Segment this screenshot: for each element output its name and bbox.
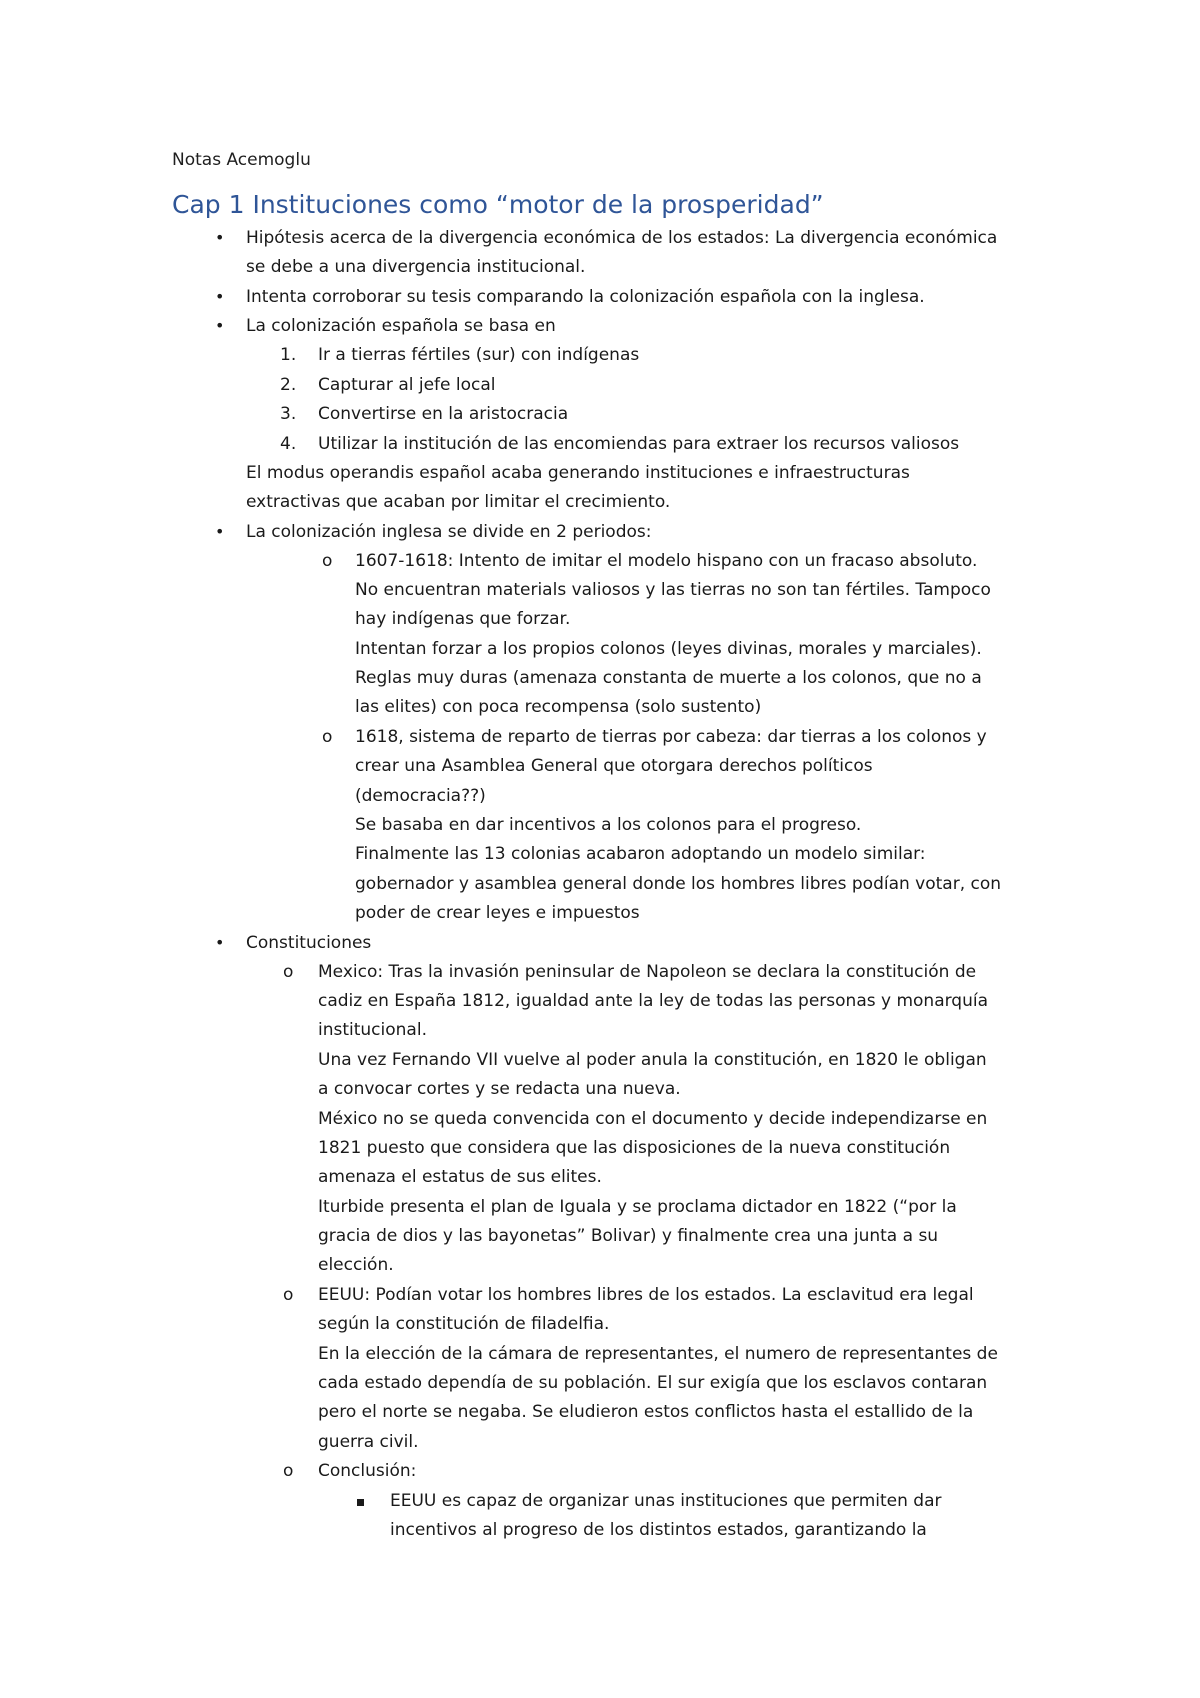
text-line: La colonización española se basa en [246,316,556,336]
text-line: En la elección de la cámara de representantes, el numero de representantes de [318,1344,998,1364]
text-line: a convocar cortes y se redacta una nueva. [318,1079,681,1099]
text-line: institucional. [318,1020,427,1040]
circle-bullet-marker: o [283,1461,294,1481]
circle-bullet-marker: o [283,1285,294,1305]
list-number: 3. [280,404,297,424]
text-line: EEUU: Podían votar los hombres libres de los estados. La esclavitud era legal [318,1285,974,1305]
text-line: Capturar al jefe local [318,375,496,395]
bullet-marker: • [215,522,225,541]
text-line: extractivas que acaban por limitar el crecimiento. [246,492,671,512]
text-line: Finalmente las 13 colonias acabaron adoptando un modelo similar: [355,844,926,864]
text-line: 1821 puesto que considera que las disposiciones de la nueva constitución [318,1138,951,1158]
text-line: La colonización inglesa se divide en 2 periodos: [246,522,652,542]
text-line: México no se queda convencida con el documento y decide independizarse en [318,1109,988,1129]
text-line: 1618, sistema de reparto de tierras por cabeza: dar tierras a los colonos y [355,727,987,747]
list-number: 4. [280,434,297,454]
list-number: 2. [280,375,297,395]
text-line: Ir a tierras fértiles (sur) con indígenas [318,345,640,365]
text-line: 1607-1618: Intento de imitar el modelo hispano con un fracaso absoluto. [355,551,978,571]
text-line: Conclusión: [318,1461,417,1481]
text-line: Reglas muy duras (amenaza constanta de muerte a los colonos, que no a [355,668,982,688]
text-line: Mexico: Tras la invasión peninsular de Napoleon se declara la constitución de [318,962,977,982]
text-line: Utilizar la institución de las encomiendas para extraer los recursos valiosos [318,434,960,454]
text-line: Iturbide presenta el plan de Iguala y se proclama dictador en 1822 (“por la [318,1197,957,1217]
text-line: Convertirse en la aristocracia [318,404,569,424]
text-line: cada estado dependía de su población. El sur exigía que los esclavos contaran [318,1373,988,1393]
text-line: Intentan forzar a los propios colonos (leyes divinas, morales y marciales). [355,639,982,659]
bullet-marker: • [215,316,225,335]
text-line: las elites) con poca recompensa (solo sustento) [355,697,762,717]
text-line: Una vez Fernando VII vuelve al poder anula la constitución, en 1820 le obligan [318,1050,987,1070]
bullet-marker: • [215,933,225,952]
circle-bullet-marker: o [322,551,333,571]
text-line: Constituciones [246,933,372,953]
circle-bullet-marker: o [322,727,333,747]
text-line: pero el norte se negaba. Se eludieron estos conflictos hasta el estallido de la [318,1402,974,1422]
text-line: elección. [318,1255,394,1275]
text-line: Intenta corroborar su tesis comparando la colonización española con la inglesa. [246,287,925,307]
text-line: guerra civil. [318,1432,419,1452]
text-line: Se basaba en dar incentivos a los colonos para el progreso. [355,815,862,835]
text-line: gracia de dios y las bayonetas” Bolivar) y finalmente crea una junta a su [318,1226,939,1246]
chapter-title: Cap 1 Instituciones como “motor de la prosperidad” [172,190,824,219]
text-line: El modus operandis español acaba generando instituciones e infraestructuras [246,463,910,483]
text-line: EEUU es capaz de organizar unas instituciones que permiten dar [390,1491,942,1511]
text-line: crear una Asamblea General que otorgara derechos políticos [355,756,873,776]
circle-bullet-marker: o [283,962,294,982]
text-line: gobernador y asamblea general donde los hombres libres podían votar, con [355,874,1002,894]
text-line: hay indígenas que forzar. [355,609,571,629]
page-label: Notas Acemoglu [172,150,311,170]
bullet-marker: • [215,287,225,306]
text-line: Hipótesis acerca de la divergencia económica de los estados: La divergencia económica [246,228,998,248]
text-line: cadiz en España 1812, igualdad ante la ley de todas las personas y monarquía [318,991,989,1011]
text-line: No encuentran materials valiosos y las tierras no son tan fértiles. Tampoco [355,580,991,600]
bullet-marker: • [215,228,225,247]
list-number: 1. [280,345,297,365]
text-line: poder de crear leyes e impuestos [355,903,640,923]
text-line: según la constitución de filadelfia. [318,1314,610,1334]
text-line: (democracia??) [355,786,486,806]
text-line: amenaza el estatus de sus elites. [318,1167,602,1187]
text-line: se debe a una divergencia institucional. [246,257,586,277]
text-line: incentivos al progreso de los distintos estados, garantizando la [390,1520,927,1540]
square-bullet-icon [357,1489,364,1513]
